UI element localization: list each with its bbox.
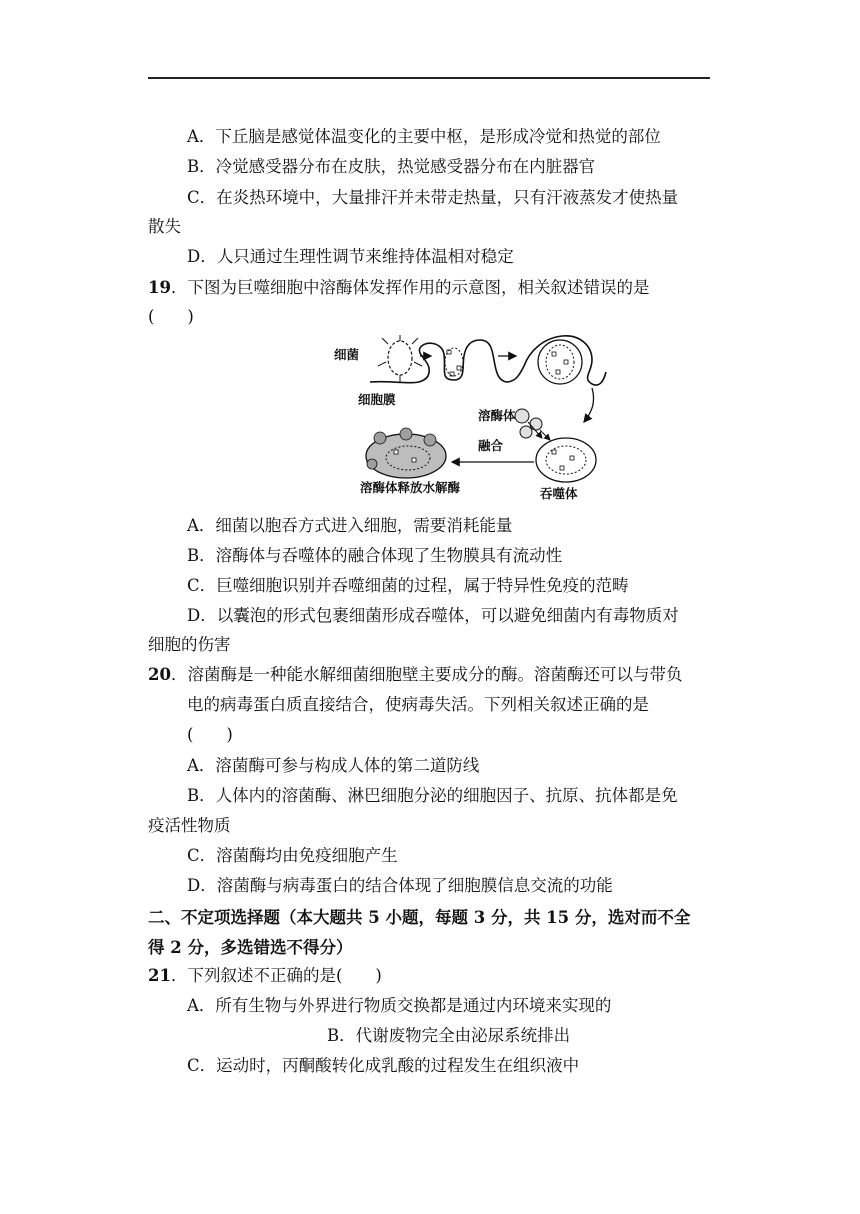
q19-option-b: B．溶酶体与吞噬体的融合体现了生物膜具有流动性 [187, 546, 563, 565]
label-cell-membrane: 细胞膜 [358, 392, 396, 407]
label-release-hydrolase: 溶酶体释放水解酶 [360, 480, 461, 495]
q20-stem-text: ．溶菌酶是一种能水解细菌细胞壁主要成分的酶。溶菌酶还可以与带负 [170, 665, 683, 684]
bacterium-outside [378, 335, 422, 382]
section2-heading: 二、不定项选择题（本大题共 5 小题，每题 3 分，共 15 分，选对而不全 [148, 908, 691, 927]
q19-option-a: A．细菌以胞吞方式进入细胞，需要消耗能量 [187, 516, 513, 535]
q18-option-c: C．在炎热环境中，大量排汗并未带走热量，只有汗液蒸发才使热量 [187, 188, 679, 207]
cell-membrane-right [506, 336, 606, 385]
header-rule [148, 77, 710, 79]
lysosome-figure [330, 332, 620, 502]
label-fusion: 融合 [478, 438, 504, 453]
lysosome-release [366, 428, 446, 478]
q20-number: 20 [148, 665, 171, 684]
q18-option-c-cont: 散失 [148, 217, 181, 236]
q20-option-b: B．人体内的溶菌酶、淋巴细胞分泌的细胞因子、抗原、抗体都是免 [187, 786, 678, 805]
q21-option-a: A．所有生物与外界进行物质交换都是通过内环境来实现的 [187, 996, 612, 1015]
q21-option-c: C．运动时，丙酮酸转化成乳酸的过程发生在组织液中 [187, 1056, 580, 1075]
q18-option-b: B．冷觉感受器分布在皮肤，热觉感受器分布在内脏器官 [187, 157, 596, 176]
q21-option-b: B．代谢废物完全由泌尿系统排出 [327, 1026, 571, 1045]
q19-stem-text: ．下图为巨噬细胞中溶酶体发挥作用的示意图，相关叙述错误的是 [170, 278, 650, 297]
q20-stem [148, 664, 682, 686]
q21-stem-text: ．下列叙述不正确的是( ) [170, 966, 382, 985]
section2-heading-cont: 得 2 分，多选错选不得分） [148, 938, 353, 957]
q20-option-a: A．溶菌酶可参与构成人体的第二道防线 [187, 756, 480, 775]
q19-option-d-cont: 细胞的伤害 [148, 635, 231, 654]
label-bacteria: 细菌 [334, 347, 360, 362]
q21-number: 21 [148, 966, 171, 985]
lysosome-diagram [330, 332, 620, 502]
label-lysosome: 溶酶体 [478, 408, 516, 423]
q20-option-b-cont: 疫活性物质 [148, 816, 231, 835]
phagosome-forming [538, 340, 582, 384]
cell-membrane-line [370, 340, 506, 383]
q19-answer-paren: ( ) [148, 307, 194, 326]
q20-option-d: D．溶菌酶与病毒蛋白的结合体现了细胞膜信息交流的功能 [187, 876, 613, 895]
q19-stem [148, 277, 649, 299]
phagosome [536, 438, 596, 482]
q20-option-c: C．溶菌酶均由免疫细胞产生 [187, 846, 398, 865]
q19-option-d: D．以囊泡的形式包裹细菌形成吞噬体，可以避免细菌内有毒物质对 [187, 606, 679, 625]
q19-number: 19 [148, 278, 171, 297]
label-phagosome: 吞噬体 [540, 486, 578, 501]
q19-option-c: C．巨噬细胞识别并吞噬细菌的过程，属于特异性免疫的范畴 [187, 576, 629, 595]
q20-stem-line2: 电的病毒蛋白质直接结合，使病毒失活。下列相关叙述正确的是 [187, 695, 649, 714]
q21-stem [148, 965, 382, 987]
q18-option-a: A．下丘脑是感觉体温变化的主要中枢，是形成冷觉和热觉的部位 [187, 127, 661, 146]
bacterium-engulfing [445, 348, 463, 376]
q20-answer-paren: ( ) [187, 725, 233, 744]
q18-option-d: D．人只通过生理性调节来维持体温相对稳定 [187, 247, 514, 266]
